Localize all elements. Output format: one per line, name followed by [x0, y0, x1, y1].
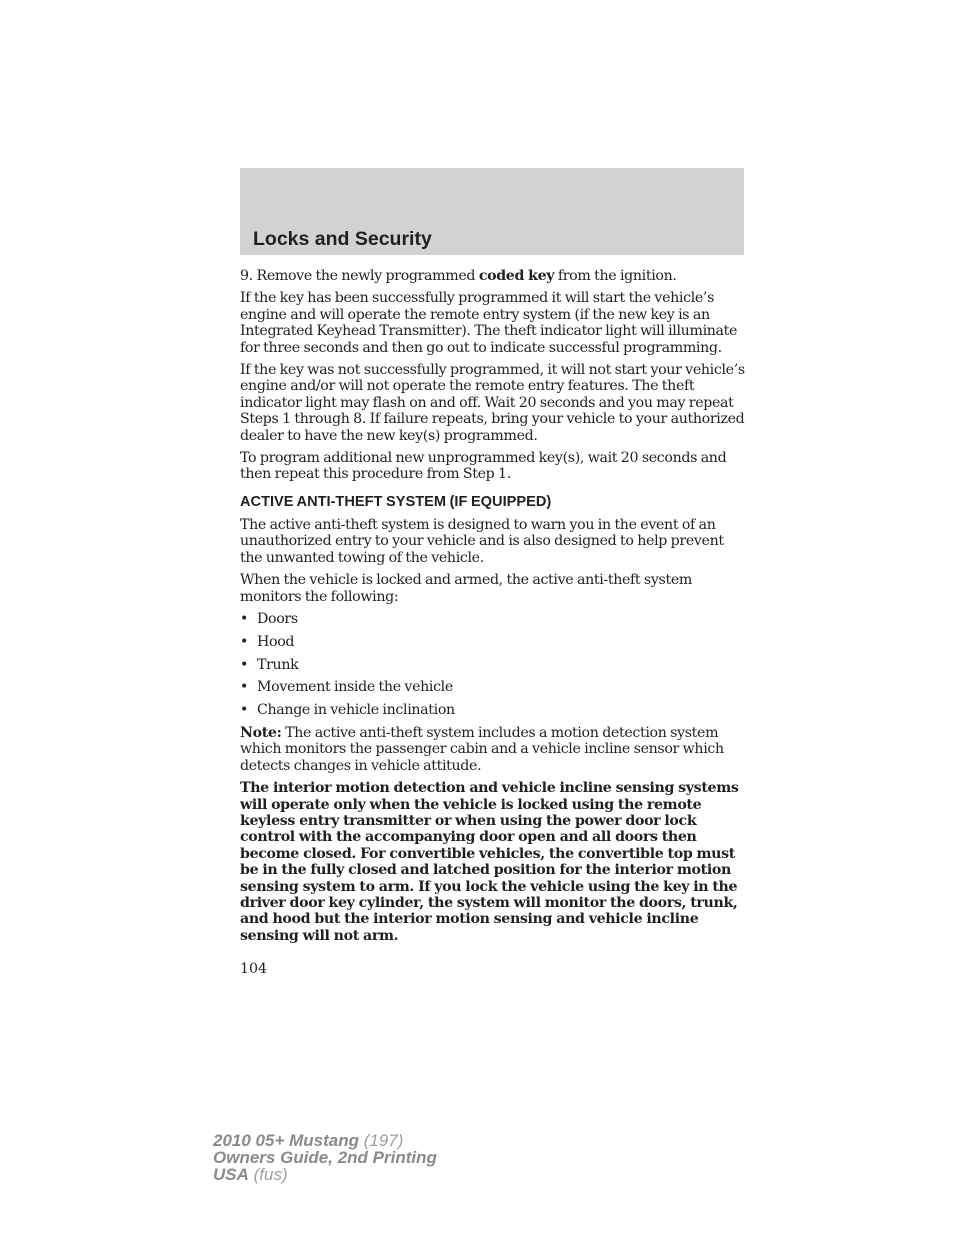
bullet-dot: • [240, 656, 249, 673]
list-item-text: Movement inside the vehicle [257, 679, 453, 696]
note-label: Note: [240, 724, 282, 741]
footer-line-market [213, 1166, 437, 1183]
list-item-text: Doors [257, 610, 298, 627]
document-footer [213, 1132, 437, 1183]
paragraph-failure: If the key was not successfully programmed, it will not start your vehicle’s engine and/or will not operate the remote entry features. The theft indicator light may flash on and off. Wait 20 seconds and you may repeat Steps 1 through 8. If failure repeats, bring your vehicle to your authorized dealer to have the new key(s) programmed. [240, 362, 745, 444]
paragraph-monitors: When the vehicle is locked and armed, the active anti-theft system monitors the following: [240, 572, 692, 605]
section-title: Locks and Security [253, 228, 432, 250]
note-paragraph [240, 725, 746, 774]
list-item [240, 679, 746, 695]
step-9-bold-term: coded key [478, 268, 555, 284]
list-item [240, 634, 746, 650]
list-item-text: Hood [257, 633, 295, 650]
section-header-band [240, 168, 744, 255]
list-item [240, 611, 746, 627]
paragraph-success: If the key has been successfully programmed it will start the vehicle’s engine and will operate the remote entry system (if the new key is an Integrated Keyhead Transmitter). The theft indicator light will illuminate for three seconds and then go out to indicate successful programming. [240, 290, 738, 356]
warning-paragraph: The interior motion detection and vehicle incline sensing systems will operate only when the vehicle is locked using the remote keyless entry transmitter or when using the power door lock control with the accompanying door open and all doors then become closed. For convertible vehicles, the convertible top must be in the fully closed and latched position for the interior motion sensing system to arm. If you lock the vehicle using the key in the driver door key cylinder, the system will monitor the doors, trunk, and hood but the interior motion sensing and vehicle incline sensing will not arm. [240, 780, 739, 944]
bullet-dot: • [240, 702, 249, 719]
note-text: The active anti-theft system includes a motion detection system which monitors the passenger cabin and a vehicle incline sensor which detects changes in vehicle attitude. [240, 724, 724, 774]
footer-line-printing: Owners Guide, 2nd Printing [213, 1148, 437, 1167]
step-9-prefix: 9. Remove the newly programmed [240, 268, 479, 284]
section-heading-active-anti-theft: ACTIVE ANTI-THEFT SYSTEM (IF EQUIPPED) [240, 493, 552, 510]
list-item-text: Trunk [257, 656, 299, 673]
paragraph-additional-keys: To program additional new unprogrammed key(s), wait 20 seconds and then repeat this procedure from Step 1. [240, 450, 727, 483]
bullet-dot: • [240, 679, 249, 696]
step-9 [240, 268, 746, 284]
page-number: 104 [240, 961, 268, 977]
footer-model: 2010 05+ Mustang [213, 1131, 359, 1150]
footer-line-model [213, 1132, 437, 1149]
bullet-dot: • [240, 633, 249, 650]
footer-model-code: (197) [359, 1131, 404, 1150]
monitored-items-list [240, 611, 746, 719]
page-content [240, 268, 746, 950]
list-item-text: Change in vehicle inclination [257, 702, 455, 719]
list-item [240, 702, 746, 718]
footer-market-code: (fus) [248, 1165, 288, 1184]
step-9-suffix: from the ignition. [554, 268, 677, 284]
bullet-dot: • [240, 610, 249, 627]
paragraph-intro: The active anti-theft system is designed to warn you in the event of an unauthorized entry to your vehicle and is also designed to help prevent the unwanted towing of the vehicle. [240, 516, 724, 566]
list-item [240, 657, 746, 673]
footer-market: USA [213, 1165, 249, 1184]
